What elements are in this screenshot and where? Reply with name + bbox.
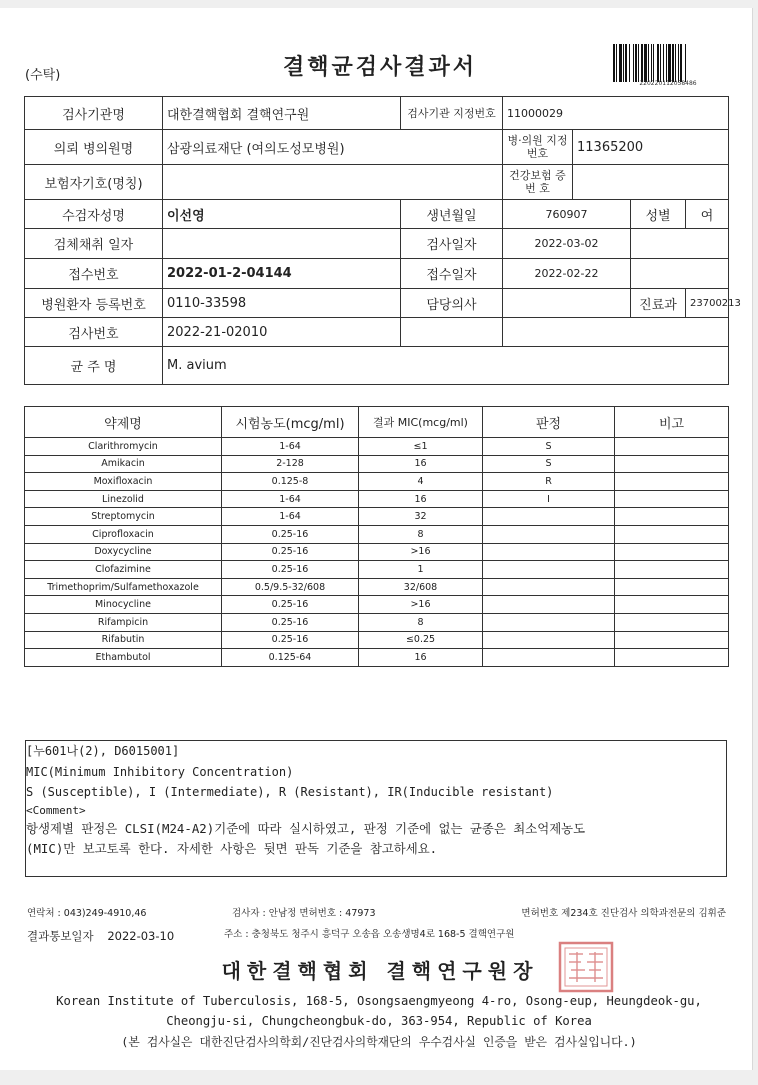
note-line: S (Susceptible), I (Intermediate), R (Resistant), IR(Inducible resistant) bbox=[26, 785, 554, 800]
drug-cell-mic: ≤1 bbox=[359, 438, 483, 456]
drug-cell-note bbox=[615, 438, 729, 456]
test-no-value: 2022-21-02010 bbox=[163, 318, 401, 347]
report-date bbox=[27, 928, 174, 944]
drug-cell-mic: >16 bbox=[359, 596, 483, 614]
drug-cell-range: 0.25-16 bbox=[222, 525, 359, 543]
drug-cell-range: 0.25-16 bbox=[222, 561, 359, 579]
strain-label: 균 주 명 bbox=[25, 347, 163, 385]
drug-cell-result bbox=[483, 508, 615, 526]
receipt-no-label: 접수번호 bbox=[25, 259, 163, 289]
drug-cell-mic: >16 bbox=[359, 543, 483, 561]
drug-row bbox=[25, 596, 729, 614]
drug-cell-mic: 32/608 bbox=[359, 578, 483, 596]
hosp-label: 의뢰 병의원명 bbox=[25, 130, 163, 165]
drug-row bbox=[25, 578, 729, 596]
drug-cell-result bbox=[483, 631, 615, 649]
drug-cell-drug: Rifampicin bbox=[25, 613, 222, 631]
drug-cell-range: 0.25-16 bbox=[222, 631, 359, 649]
collect-value bbox=[163, 229, 401, 259]
drug-cell-note bbox=[615, 596, 729, 614]
header-note: 비고 bbox=[615, 407, 729, 438]
drug-cell-drug: Ciprofloxacin bbox=[25, 525, 222, 543]
drug-row bbox=[25, 649, 729, 667]
drug-row bbox=[25, 543, 729, 561]
drug-row bbox=[25, 613, 729, 631]
drug-cell-note bbox=[615, 455, 729, 473]
inst-value: 대한결핵협회 결핵연구원 bbox=[163, 97, 401, 130]
report-title: 결핵균검사결과서 bbox=[282, 55, 478, 80]
test-no-blank-2 bbox=[503, 318, 729, 347]
drug-cell-note bbox=[615, 631, 729, 649]
drug-cell-note bbox=[615, 613, 729, 631]
report-date-label: 결과통보일자 bbox=[27, 929, 94, 943]
president-title: 대한결핵협회 결핵연구원장 bbox=[221, 959, 539, 983]
contact: 연락처 : 043)249-4910,46 bbox=[27, 908, 147, 919]
header-result: 판정 bbox=[483, 407, 615, 438]
drug-cell-mic: 32 bbox=[359, 508, 483, 526]
drug-cell-drug: Clarithromycin bbox=[25, 438, 222, 456]
birth-label: 생년월일 bbox=[401, 200, 503, 229]
drug-cell-mic: 16 bbox=[359, 649, 483, 667]
test-date-blank bbox=[631, 229, 729, 259]
inst-no-value: 11000029 bbox=[503, 97, 729, 130]
drug-cell-result bbox=[483, 596, 615, 614]
drug-row bbox=[25, 508, 729, 526]
drug-cell-range: 0.125-8 bbox=[222, 473, 359, 491]
address-en-line1: Korean Institute of Tuberculosis, 168-5, Osongsaengmyeong 4-ro, Osong-eup, Heungdeok-gu, bbox=[56, 994, 702, 1008]
drug-cell-range: 0.25-16 bbox=[222, 596, 359, 614]
drug-cell-result: I bbox=[483, 490, 615, 508]
insured-value bbox=[163, 165, 503, 200]
notes-box bbox=[25, 740, 727, 877]
drug-table bbox=[24, 406, 729, 667]
address-kr: 주소 : 충청북도 청주시 흥덕구 오송읍 오송생명4로 168-5 결핵연구원 bbox=[224, 929, 515, 940]
test-no-blank-1 bbox=[401, 318, 503, 347]
strain-value: M. avium bbox=[163, 347, 729, 385]
receipt-date-label: 접수일자 bbox=[401, 259, 503, 289]
note-line: 항생제별 판정은 CLSI(M24-A2)기준에 따라 실시하였고, 판정 기준에 없는 균종은 최소억제농도 bbox=[26, 820, 586, 836]
doctor-label: 담당의사 bbox=[401, 289, 503, 318]
dept-value: 23700213 bbox=[686, 289, 729, 318]
drug-cell-result: S bbox=[483, 455, 615, 473]
header-drug: 약제명 bbox=[25, 407, 222, 438]
receipt-no-value: 2022-01-2-04144 bbox=[163, 259, 401, 289]
drug-cell-mic: 1 bbox=[359, 561, 483, 579]
drug-row bbox=[25, 490, 729, 508]
drug-cell-mic: 16 bbox=[359, 490, 483, 508]
doctor-value bbox=[503, 289, 631, 318]
reg-no-label: 병원환자 등록번호 bbox=[25, 289, 163, 318]
trust-label: (수탁) bbox=[25, 68, 61, 83]
drug-cell-drug: Amikacin bbox=[25, 455, 222, 473]
collect-label: 검체채취 일자 bbox=[25, 229, 163, 259]
drug-cell-mic: ≤0.25 bbox=[359, 631, 483, 649]
drug-cell-result bbox=[483, 525, 615, 543]
header-mic: 결과 MIC(mcg/ml) bbox=[359, 407, 483, 438]
patient-label: 수검자성명 bbox=[25, 200, 163, 229]
drug-cell-note bbox=[615, 490, 729, 508]
drug-cell-mic: 8 bbox=[359, 613, 483, 631]
patient-value: 이선영 bbox=[163, 200, 401, 229]
drug-cell-note bbox=[615, 649, 729, 667]
barcode-number: 220220112058486 bbox=[639, 80, 697, 87]
drug-cell-mic: 16 bbox=[359, 455, 483, 473]
insured-label: 보험자기호(명칭) bbox=[25, 165, 163, 200]
drug-cell-range: 1-64 bbox=[222, 508, 359, 526]
drug-cell-result: R bbox=[483, 473, 615, 491]
sex-label: 성별 bbox=[631, 200, 686, 229]
drug-row bbox=[25, 631, 729, 649]
health-no-label: 건강보험 증 번 호 bbox=[503, 165, 573, 200]
drug-cell-mic: 4 bbox=[359, 473, 483, 491]
drug-row bbox=[25, 473, 729, 491]
hosp-value: 삼광의료재단 (여의도성모병원) bbox=[163, 130, 503, 165]
drug-cell-note bbox=[615, 508, 729, 526]
drug-cell-note bbox=[615, 543, 729, 561]
drug-cell-result: S bbox=[483, 438, 615, 456]
drug-cell-range: 1-64 bbox=[222, 438, 359, 456]
test-date-label: 검사일자 bbox=[401, 229, 503, 259]
drug-cell-result bbox=[483, 561, 615, 579]
sex-value: 여 bbox=[686, 200, 729, 229]
drug-row bbox=[25, 525, 729, 543]
drug-cell-result bbox=[483, 649, 615, 667]
drug-cell-result bbox=[483, 578, 615, 596]
hosp-no-label: 병·의원 지정번호 bbox=[503, 130, 573, 165]
drug-cell-range: 0.25-16 bbox=[222, 613, 359, 631]
drug-cell-result bbox=[483, 543, 615, 561]
drug-cell-drug: Ethambutol bbox=[25, 649, 222, 667]
drug-cell-note bbox=[615, 473, 729, 491]
note-line: [누601나(2), D6015001] bbox=[26, 744, 180, 758]
drug-cell-mic: 8 bbox=[359, 525, 483, 543]
birth-value: 760907 bbox=[503, 200, 631, 229]
drug-cell-note bbox=[615, 561, 729, 579]
test-date-value: 2022-03-02 bbox=[503, 229, 631, 259]
health-no-value bbox=[573, 165, 729, 200]
drug-cell-drug: Minocycline bbox=[25, 596, 222, 614]
license: 면허번호 제234호 진단검사 의학과전문의 김휘준 bbox=[521, 908, 726, 919]
drug-cell-result bbox=[483, 613, 615, 631]
drug-cell-drug: Linezolid bbox=[25, 490, 222, 508]
drug-cell-drug: Trimethoprim/Sulfamethoxazole bbox=[25, 578, 222, 596]
header-range: 시험농도(mcg/ml) bbox=[222, 407, 359, 438]
reg-no-value: 0110-33598 bbox=[163, 289, 401, 318]
receipt-date-value: 2022-02-22 bbox=[503, 259, 631, 289]
drug-row bbox=[25, 438, 729, 456]
drug-cell-drug: Rifabutin bbox=[25, 631, 222, 649]
inst-no-label: 검사기관 지정번호 bbox=[401, 97, 503, 130]
drug-row bbox=[25, 455, 729, 473]
receipt-date-blank bbox=[631, 259, 729, 289]
address-en-line2: Cheongju-si, Chungcheongbuk-do, 363-954, Republic of Korea bbox=[166, 1014, 592, 1028]
test-no-label: 검사번호 bbox=[25, 318, 163, 347]
drug-cell-range: 2-128 bbox=[222, 455, 359, 473]
info-table bbox=[24, 96, 741, 385]
drug-row bbox=[25, 561, 729, 579]
drug-cell-range: 1-64 bbox=[222, 490, 359, 508]
certification-note: (본 검사실은 대한진단검사의학회/진단검사의학재단의 우수검사실 인증을 받은 검사실입니다.) bbox=[121, 1035, 637, 1049]
hosp-no-value: 11365200 bbox=[573, 130, 729, 165]
report-date-value: 2022-03-10 bbox=[107, 929, 175, 943]
drug-cell-range: 0.25-16 bbox=[222, 543, 359, 561]
drug-cell-drug: Streptomycin bbox=[25, 508, 222, 526]
inst-label: 검사기관명 bbox=[25, 97, 163, 130]
note-line: MIC(Minimum Inhibitory Concentration) bbox=[26, 764, 294, 779]
note-line: <Comment> bbox=[26, 803, 86, 817]
drug-cell-drug: Clofazimine bbox=[25, 561, 222, 579]
official-seal-icon bbox=[557, 940, 615, 994]
dept-label: 진료과 bbox=[631, 289, 686, 318]
drug-cell-note bbox=[615, 578, 729, 596]
drug-cell-note bbox=[615, 525, 729, 543]
note-line: (MIC)만 보고토록 한다. 자세한 사항은 뒷면 판독 기준을 참고하세요. bbox=[26, 841, 438, 857]
drug-cell-drug: Moxifloxacin bbox=[25, 473, 222, 491]
tester: 검사자 : 안남정 면허번호 : 47973 bbox=[232, 908, 376, 919]
drug-cell-range: 0.5/9.5-32/608 bbox=[222, 578, 359, 596]
drug-cell-range: 0.125-64 bbox=[222, 649, 359, 667]
drug-cell-drug: Doxycycline bbox=[25, 543, 222, 561]
